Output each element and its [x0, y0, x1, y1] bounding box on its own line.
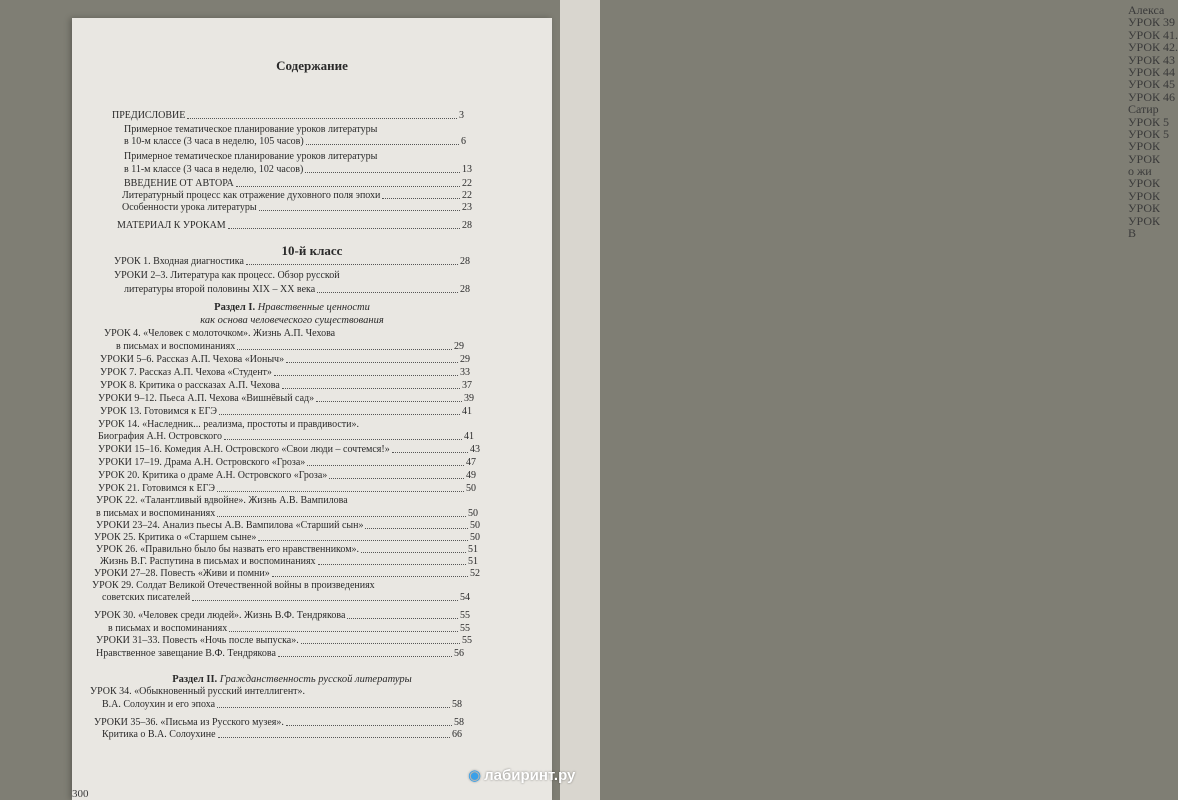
opposite-page-line: УРОК: [1128, 151, 1160, 166]
entry-title: в письмах и воспоминаниях: [108, 623, 228, 634]
dot-leader: [286, 362, 458, 363]
entry-title: УРОК 30. «Человек среди людей». Жизнь В.Ф. Тендрякова: [94, 610, 346, 621]
toc-entry: [98, 483, 476, 495]
opposite-page-line: Алекса: [1128, 3, 1165, 17]
dot-leader: [192, 600, 458, 601]
entry-page-number: 50: [468, 508, 478, 519]
dot-leader: [219, 414, 460, 415]
toc-entry: [124, 136, 466, 148]
entry-page-number: 3: [459, 110, 464, 121]
book-page: [72, 18, 552, 800]
dot-leader: [318, 564, 466, 565]
dot-leader: [347, 618, 458, 619]
toc-entry: [94, 610, 470, 622]
entry-title: ВВЕДЕНИЕ ОТ АВТОРА: [124, 178, 234, 189]
dot-leader: [246, 264, 458, 265]
toc-entry: [100, 406, 472, 418]
entry-page-number: 37: [462, 380, 472, 391]
entry-title: УРОК 8. Критика о рассказах А.П. Чехова: [100, 380, 280, 391]
opposite-page: [560, 0, 1178, 800]
entry-title: Критика о В.А. Солоухине: [102, 729, 216, 740]
dot-leader: [217, 491, 464, 492]
entry-title: УРОК 25. Критика о «Старшем сыне»: [94, 532, 257, 543]
entry-page-number: 50: [470, 532, 480, 543]
entry-page-number: 28: [460, 256, 470, 267]
dot-leader: [274, 375, 458, 376]
opposite-page-line: УРОК: [1128, 188, 1160, 203]
toc-entry: [98, 393, 474, 405]
class-title: 10-й класс: [281, 243, 343, 258]
dot-leader: [258, 540, 468, 541]
entry-page-number: 51: [468, 544, 478, 555]
opposite-page-line: УРОК: [1128, 139, 1160, 154]
labirint-logo-icon: ◉: [468, 767, 482, 784]
toc-entry: [96, 635, 472, 647]
entry-page-number: 58: [452, 699, 462, 710]
dot-leader: [301, 643, 460, 644]
entry-page-number: 55: [460, 623, 470, 634]
toc-entry: [102, 699, 462, 711]
toc-entry: [98, 470, 476, 482]
entry-title: УРОКИ 23–24. Анализ пьесы А.В. Вампилова «Старший сын»: [96, 520, 364, 531]
toc-entry: УРОК 22. «Талантливый вдвойне». Жизнь А.В. Вампилова: [96, 495, 348, 506]
dot-leader: [272, 576, 468, 577]
toc-entry: УРОК 14. «Наследник... реализма, простоты и правдивости».: [98, 419, 359, 430]
entry-title: Литературный процесс как отражение духовного поля эпохи: [122, 190, 381, 201]
dot-leader: [392, 452, 468, 453]
entry-title: Жизнь В.Г. Распутина в письмах и воспоминаниях: [100, 556, 316, 567]
toc-entry: [96, 648, 464, 660]
opposite-page-line: УРОК 45: [1128, 77, 1175, 92]
dot-leader: [307, 465, 464, 466]
entry-title: УРОК 1. Входная диагностика: [114, 256, 244, 267]
opposite-page-line: УРОК 43: [1128, 52, 1175, 67]
entry-page-number: 29: [460, 354, 470, 365]
opposite-page-text: [1128, 4, 1178, 239]
entry-page-number: 28: [460, 284, 470, 295]
entry-page-number: 13: [462, 164, 472, 175]
toc-entry: УРОК 34. «Обыкновенный русский интеллигент».: [90, 686, 306, 697]
entry-page-number: 39: [464, 393, 474, 404]
dot-leader: [316, 401, 462, 402]
entry-page-number: 41: [464, 431, 474, 442]
entry-page-number: 54: [460, 592, 470, 603]
toc-entry: [112, 110, 464, 122]
entry-title: УРОКИ 31–33. Повесть «Ночь после выпуска».: [96, 635, 299, 646]
entry-title: УРОК 7. Рассказ А.П. Чехова «Студент»: [100, 367, 272, 378]
opposite-page-line: УРОК: [1128, 176, 1160, 191]
toc-entry: [108, 623, 470, 635]
entry-title: МАТЕРИАЛ К УРОКАМ: [117, 220, 226, 231]
dot-leader: [382, 198, 460, 199]
entry-title: советских писателей: [102, 592, 191, 603]
entry-page-number: 55: [460, 610, 470, 621]
toc-entry: [122, 190, 472, 202]
opposite-page-line: УРОК: [1128, 201, 1160, 216]
entry-page-number: 33: [460, 367, 470, 378]
entry-title: Особенности урока литературы: [122, 202, 257, 213]
dot-leader: [259, 210, 460, 211]
opposite-page-line: Сатир: [1128, 102, 1159, 117]
dot-leader: [361, 552, 466, 553]
entry-title: УРОКИ 27–28. Повесть «Живи и помни»: [94, 568, 270, 579]
opposite-page-line: УРОК 46: [1128, 89, 1175, 104]
entry-page-number: 28: [462, 220, 472, 231]
toc-entry: [116, 341, 464, 353]
dot-leader: [317, 292, 458, 293]
dot-leader: [229, 631, 458, 632]
entry-title: В.А. Солоухин и его эпоха: [102, 699, 216, 710]
toc-entry: [96, 544, 478, 556]
toc-entry: [122, 202, 472, 214]
toc-entry: УРОК 29. Солдат Великой Отечественной войны в произведениях: [92, 580, 375, 591]
dot-leader: [217, 707, 450, 708]
entry-page-number: 47: [466, 457, 476, 468]
opposite-page-line: УРОК 5: [1128, 114, 1169, 129]
dot-leader: [228, 228, 460, 229]
entry-page-number: 50: [470, 520, 480, 531]
toc-entry: [96, 508, 478, 520]
opposite-page-line: УРОК: [1128, 213, 1160, 228]
entry-page-number: 29: [454, 341, 464, 352]
toc-entry: [117, 220, 472, 232]
opposite-page-line: УРОК 42.: [1128, 40, 1178, 55]
entry-title: Нравственное завещание В.Ф. Тендрякова: [96, 648, 276, 659]
entry-title: УРОКИ 35–36. «Письма из Русского музея».: [94, 717, 284, 728]
entry-title: литературы второй половины XIX – XX века: [124, 284, 316, 295]
dot-leader: [224, 439, 462, 440]
entry-title: Биография А.Н. Островского: [98, 431, 222, 442]
section-label: Раздел I.: [214, 302, 256, 313]
section-title: Гражданственность русской литературы: [219, 674, 412, 685]
entry-title: в письмах и воспоминаниях: [96, 508, 216, 519]
toc-entry: [98, 444, 480, 456]
toc-entry: [124, 164, 472, 176]
opposite-page-line: УРОК 39: [1128, 15, 1175, 30]
opposite-page-line: УРОК 41.: [1128, 27, 1178, 42]
entry-page-number: 49: [466, 470, 476, 481]
toc-entry: [100, 367, 470, 379]
toc-entry: [100, 556, 478, 568]
dot-leader: [305, 172, 460, 173]
opposite-page-line: В: [1128, 226, 1137, 241]
toc-entry: [102, 729, 462, 741]
watermark: [468, 766, 575, 784]
toc-entry: [98, 431, 474, 443]
toc-entry: [124, 178, 472, 190]
entry-title: УРОК 20. Критика о драме А.Н. Островского «Гроза»: [98, 470, 328, 481]
dot-leader: [236, 186, 460, 187]
entry-title: УРОК 21. Готовимся к ЕГЭ: [98, 483, 215, 494]
toc-entry: Примерное тематическое планирование уроков литературы: [124, 124, 378, 135]
entry-page-number: 6: [461, 136, 466, 147]
opposite-page-line: УРОК 44: [1128, 64, 1175, 79]
toc-entry: [96, 520, 480, 532]
entry-title: в 10-м классе (3 часа в неделю, 105 часов): [124, 136, 304, 147]
entry-page-number: 50: [466, 483, 476, 494]
dot-leader: [306, 144, 459, 145]
toc-entry: [102, 592, 470, 604]
section-2-heading: [112, 673, 472, 686]
dot-leader: [282, 388, 460, 389]
entry-title: ПРЕДИСЛОВИЕ: [112, 110, 186, 121]
entry-title: УРОКИ 17–19. Драма А.Н. Островского «Гроза»: [98, 457, 306, 468]
toc-entry: [124, 284, 470, 296]
entry-page-number: 23: [462, 202, 472, 213]
entry-page-number: 41: [462, 406, 472, 417]
dot-leader: [217, 516, 466, 517]
entry-page-number: 55: [462, 635, 472, 646]
toc-entry: [100, 380, 472, 392]
page-title: Содержание: [276, 58, 348, 73]
toc-entry: [94, 532, 480, 544]
toc-entry: УРОКИ 2–3. Литература как процесс. Обзор русской: [114, 270, 340, 281]
dot-leader: [218, 737, 450, 738]
dot-leader: [278, 656, 452, 657]
dot-leader: [329, 478, 464, 479]
entry-title: УРОКИ 15–16. Комедия А.Н. Островского «Свои люди – сочтемся!»: [98, 444, 390, 455]
dot-leader: [286, 725, 452, 726]
dot-leader: [237, 349, 452, 350]
toc-entry: [100, 354, 470, 366]
entry-page-number: 66: [452, 729, 462, 740]
toc-entry: Примерное тематическое планирование уроков литературы: [124, 151, 378, 162]
entry-page-number: 22: [462, 190, 472, 201]
entry-title: в 11-м классе (3 часа в неделю, 102 часов): [124, 164, 304, 175]
toc-entry: [94, 568, 480, 580]
toc-entry: УРОК 4. «Человек с молоточком». Жизнь А.П. Чехова: [104, 328, 336, 339]
toc-entry: [114, 256, 470, 268]
entry-page-number: 52: [470, 568, 480, 579]
section-label: Раздел II.: [172, 674, 218, 685]
entry-page-number: 43: [470, 444, 480, 455]
entry-title: УРОК 13. Готовимся к ЕГЭ: [100, 406, 217, 417]
entry-title: УРОК 26. «Правильно было бы назвать его нравственником».: [96, 544, 360, 555]
dot-leader: [365, 528, 468, 529]
entry-page-number: 22: [462, 178, 472, 189]
section-title: Нравственные ценности: [257, 302, 370, 313]
section-title-cont: как основа человеческого существования: [200, 315, 384, 326]
entry-page-number: 51: [468, 556, 478, 567]
entry-title: УРОКИ 5–6. Рассказ А.П. Чехова «Ионыч»: [100, 354, 285, 365]
toc-entry: [98, 457, 476, 469]
entry-title: в письмах и воспоминаниях: [116, 341, 236, 352]
page-number: 300: [72, 788, 89, 800]
opposite-page-line: о жи: [1128, 164, 1152, 179]
dot-leader: [187, 118, 457, 119]
watermark-text: лабиринт.ру: [484, 767, 576, 784]
entry-page-number: 56: [454, 648, 464, 659]
entry-title: УРОКИ 9–12. Пьеса А.П. Чехова «Вишнёвый сад»: [98, 393, 315, 404]
toc-entry: [94, 717, 464, 729]
section-1-heading: [112, 301, 472, 327]
opposite-page-line: УРОК 5: [1128, 126, 1169, 141]
entry-page-number: 58: [454, 717, 464, 728]
